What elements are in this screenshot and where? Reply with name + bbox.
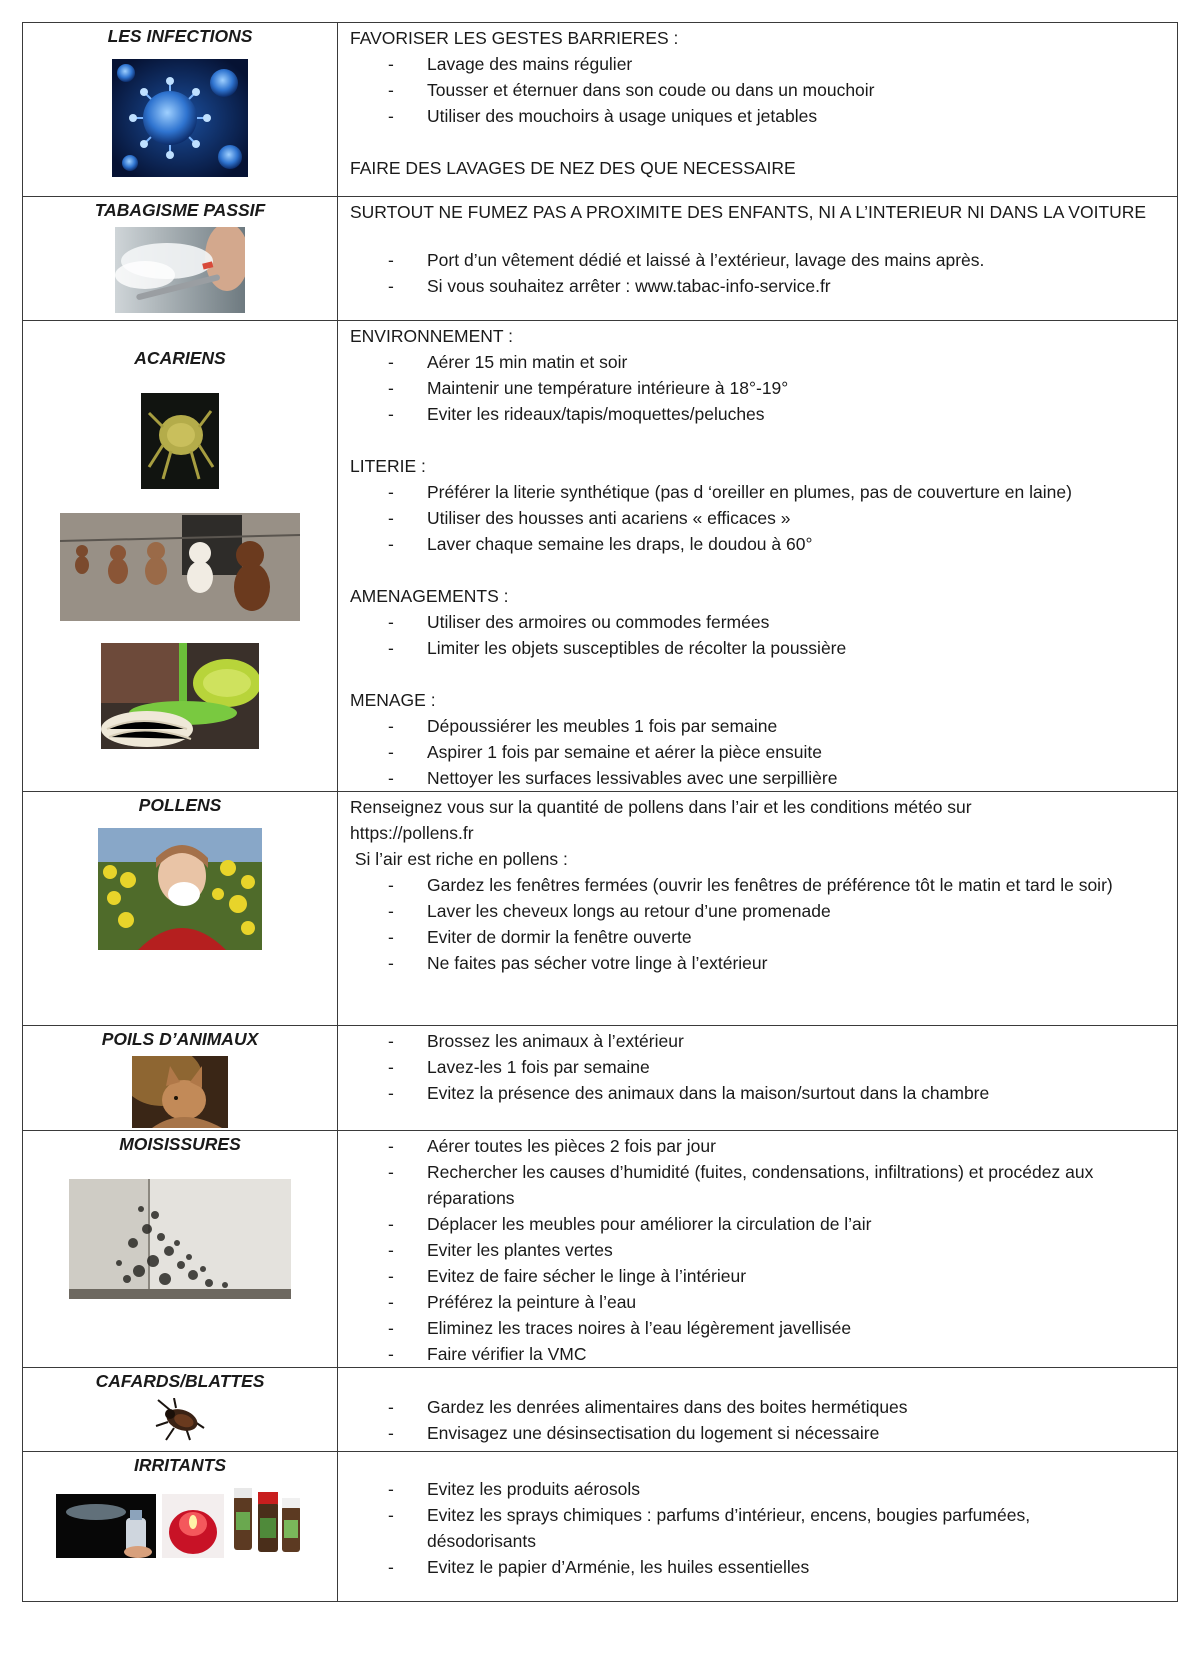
list-item: - Dépoussiérer les meubles 1 fois par semaine xyxy=(350,713,1177,739)
category-cell-tabagisme xyxy=(23,197,338,321)
pollens-link[interactable]: https://pollens.fr xyxy=(350,823,474,843)
advice-list xyxy=(350,1133,1177,1367)
list-item: - Eliminez les traces noires à l’eau légèrement javellisée xyxy=(350,1315,1177,1341)
list-item: - Ne faites pas sécher votre linge à l’extérieur xyxy=(350,950,1177,976)
list-item: - Evitez la présence des animaux dans la maison/surtout dans la chambre xyxy=(350,1080,1177,1106)
list-item: - Maintenir une température intérieure à 18°-19° xyxy=(350,375,1177,401)
list-item: - Si vous souhaitez arrêter : www.tabac-info-service.fr xyxy=(350,273,1177,299)
section-heading: AMENAGEMENTS : xyxy=(350,586,509,606)
list-item: - Lavage des mains régulier xyxy=(350,51,1177,77)
list-item: - Tousser et éternuer dans son coude ou dans un mouchoir xyxy=(350,77,1177,103)
list-item: - Gardez les fenêtres fermées (ouvrir les fenêtres de préférence tôt le matin et tard le soir) xyxy=(350,872,1177,898)
irritants-images xyxy=(23,1482,337,1563)
cockroach-icon xyxy=(154,1398,206,1442)
row-pollens xyxy=(23,792,1178,1026)
row-acariens xyxy=(23,321,1178,792)
row-infections xyxy=(23,23,1178,197)
category-title: POLLENS xyxy=(138,795,222,815)
list-item: - Laver les cheveux longs au retour d’une promenade xyxy=(350,898,1177,924)
list-item: - Limiter les objets susceptibles de récolter la poussière xyxy=(350,635,1177,661)
category-title: POILS D’ANIMAUX xyxy=(101,1029,259,1049)
sneezing-person-icon xyxy=(98,828,262,950)
list-item: - Port d’un vêtement dédié et laissé à l’extérieur, lavage des mains après. xyxy=(350,247,1177,273)
vaping-smoke-icon xyxy=(115,227,245,313)
list-item: - Laver chaque semaine les draps, le doudou à 60° xyxy=(350,531,1177,557)
essential-oils-icon xyxy=(230,1482,304,1563)
mop-icon xyxy=(101,643,259,749)
list-item: - Faire vérifier la VMC xyxy=(350,1341,1177,1367)
category-cell-moisissures xyxy=(23,1131,338,1368)
mold-wall-icon xyxy=(69,1179,291,1299)
advice-cell-pollens xyxy=(338,792,1178,1026)
aerosol-spray-icon xyxy=(56,1494,156,1563)
section-heading: LITERIE : xyxy=(350,456,426,476)
list-item: - Aérer 15 min matin et soir xyxy=(350,349,1177,375)
dust-mite-icon xyxy=(141,393,219,489)
list-item: - Utiliser des armoires ou commodes fermées xyxy=(350,609,1177,635)
list-item: - Evitez de faire sécher le linge à l’intérieur xyxy=(350,1263,1177,1289)
advice-list xyxy=(350,479,1177,557)
list-item: - Déplacer les meubles pour améliorer la circulation de l’air xyxy=(350,1211,1177,1237)
category-cell-infections xyxy=(23,23,338,197)
category-title: IRRITANTS xyxy=(133,1455,227,1475)
section-heading: SURTOUT NE FUMEZ PAS A PROXIMITE DES ENFANTS, NI A L’INTERIEUR NI DANS LA VOITURE xyxy=(350,202,1147,222)
advice-cell-infections xyxy=(338,23,1178,197)
category-title: ACARIENS xyxy=(134,348,226,368)
advice-cell-cafards xyxy=(338,1368,1178,1452)
list-item: - Eviter les plantes vertes xyxy=(350,1237,1177,1263)
list-item: - Rechercher les causes d’humidité (fuites, condensations, infiltrations) et procédez aux réparations xyxy=(350,1159,1177,1211)
category-cell-acariens xyxy=(23,321,338,792)
advice-list xyxy=(350,609,1177,661)
section-heading: FAVORISER LES GESTES BARRIERES : xyxy=(350,28,679,48)
list-item: - Préférer la literie synthétique (pas d ‘oreiller en plumes, pas de couverture en laine) xyxy=(350,479,1177,505)
category-title: LES INFECTIONS xyxy=(107,26,253,46)
advice-cell-animaux xyxy=(338,1026,1178,1131)
teddy-bears-icon xyxy=(60,513,300,621)
advice-cell-acariens xyxy=(338,321,1178,792)
category-cell-irritants xyxy=(23,1452,338,1602)
list-item: - Aspirer 1 fois par semaine et aérer la pièce ensuite xyxy=(350,739,1177,765)
category-title: MOISISSURES xyxy=(119,1134,241,1154)
category-title: CAFARDS/BLATTES xyxy=(95,1371,265,1391)
category-title: TABAGISME PASSIF xyxy=(94,200,266,220)
list-item: - Utiliser des mouchoirs à usage uniques et jetables xyxy=(350,103,1177,129)
category-cell-animaux xyxy=(23,1026,338,1131)
list-item: - Evitez le papier d’Arménie, les huiles essentielles xyxy=(350,1554,1177,1580)
list-item: - Eviter de dormir la fenêtre ouverte xyxy=(350,924,1177,950)
advice-list xyxy=(350,872,1177,976)
list-item: - Evitez les produits aérosols xyxy=(350,1476,1177,1502)
list-item: - Envisagez une désinsectisation du logement si nécessaire xyxy=(350,1420,1177,1446)
advice-cell-moisissures xyxy=(338,1131,1178,1368)
list-item: - Nettoyer les surfaces lessivables avec une serpillière xyxy=(350,765,1177,791)
advice-cell-tabagisme xyxy=(338,197,1178,321)
list-item: - Eviter les rideaux/tapis/moquettes/peluches xyxy=(350,401,1177,427)
list-item: - Gardez les denrées alimentaires dans des boites hermétiques xyxy=(350,1394,1177,1420)
advice-list xyxy=(350,713,1177,791)
row-irritants xyxy=(23,1452,1178,1602)
row-cafards xyxy=(23,1368,1178,1452)
section-heading: MENAGE : xyxy=(350,690,436,710)
row-tabagisme xyxy=(23,197,1178,321)
section-heading: ENVIRONNEMENT : xyxy=(350,326,514,346)
cat-icon xyxy=(132,1056,228,1128)
list-item: - Brossez les animaux à l’extérieur xyxy=(350,1028,1177,1054)
section-heading: FAIRE DES LAVAGES DE NEZ DES QUE NECESSAIRE xyxy=(350,158,796,178)
list-item: - Aérer toutes les pièces 2 fois par jour xyxy=(350,1133,1177,1159)
intro-text: Renseignez vous sur la quantité de pollens dans l’air et les conditions météo sur xyxy=(350,797,972,817)
scented-candle-icon xyxy=(162,1494,224,1563)
intro-text: Si l’air est riche en pollens : xyxy=(350,849,568,869)
advice-cell-irritants xyxy=(338,1452,1178,1602)
list-item: - Préférez la peinture à l’eau xyxy=(350,1289,1177,1315)
list-item: - Utiliser des housses anti acariens « efficaces » xyxy=(350,505,1177,531)
advice-list xyxy=(350,1476,1177,1580)
advice-list xyxy=(350,349,1177,427)
advice-list xyxy=(350,247,1177,299)
advice-list xyxy=(350,51,1177,129)
list-item: - Lavez-les 1 fois par semaine xyxy=(350,1054,1177,1080)
category-cell-pollens xyxy=(23,792,338,1026)
advice-list xyxy=(350,1028,1177,1106)
allergen-advice-table xyxy=(22,22,1178,1602)
virus-icon xyxy=(112,59,248,177)
category-cell-cafards xyxy=(23,1368,338,1452)
list-item: - Evitez les sprays chimiques : parfums d’intérieur, encens, bougies parfumées, désodorisants xyxy=(350,1502,1177,1554)
row-moisissures xyxy=(23,1131,1178,1368)
row-animaux xyxy=(23,1026,1178,1131)
advice-list xyxy=(350,1394,1177,1446)
